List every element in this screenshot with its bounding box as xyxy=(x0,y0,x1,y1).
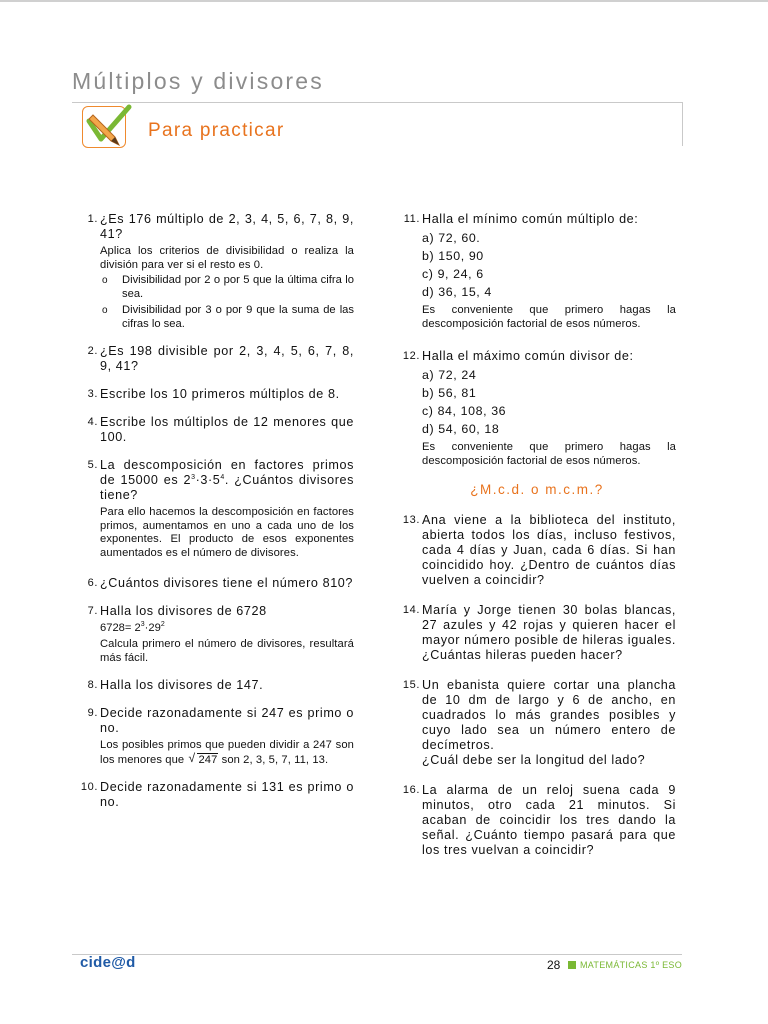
subject-label: MATEMÁTICAS 1º ESO xyxy=(580,960,683,970)
exercise-9 xyxy=(76,706,354,767)
exercise-text: Halla los divisores de 147. xyxy=(100,678,264,692)
exercise-15 xyxy=(398,678,676,768)
exercise-number: 6. xyxy=(87,577,98,589)
exercise-number: 4. xyxy=(87,416,98,428)
title-rule xyxy=(72,102,682,103)
exercise-text: ¿Cuántos divisores tiene el número 810? xyxy=(100,576,354,590)
exercise-8 xyxy=(76,678,354,693)
exercise-hint: Aplica los criterios de divisibilidad o realiza la división para ver si el resto es 0. xyxy=(100,245,354,271)
exercise-16 xyxy=(398,783,676,858)
option-item: c) 84, 108, 36 xyxy=(422,404,507,418)
circle-bullet-icon: o xyxy=(102,275,108,286)
option-list xyxy=(422,366,676,438)
exercise-number: 2. xyxy=(87,345,98,357)
exercise-text: Decide razonadamente si 247 es primo o no. xyxy=(100,706,354,735)
exercise-text: La alarma de un reloj suena cada 9 minutos, otro cada 21 minutos. Si acaban de coincidir los tres dando la señal. ¿Cuánto tiempo pasará para que los tres vuelvan a coincidir? xyxy=(422,783,676,857)
exercise-number: 9. xyxy=(87,707,98,719)
left-column xyxy=(76,212,354,823)
exercise-number: 16. xyxy=(402,784,420,796)
exercise-number: 1. xyxy=(87,213,98,225)
square-root: √ 247 xyxy=(197,753,218,766)
exercise-11 xyxy=(398,212,676,331)
option-item: d) 54, 60, 18 xyxy=(422,422,500,436)
option-item: c) 9, 24, 6 xyxy=(422,267,484,281)
pencil-check-icon xyxy=(82,106,126,148)
exercise-7 xyxy=(76,604,354,665)
factorization-formula: $6728= 2^3\cdot 29^2$ xyxy=(100,621,165,634)
option-item: a) 72, 24 xyxy=(422,368,477,382)
circle-bullet-icon: o xyxy=(102,305,108,316)
page-title: Múltiplos y divisores xyxy=(72,68,324,94)
exercise-number: 5. xyxy=(87,459,98,471)
exercise-text: Decide razonadamente si 131 es primo o no. xyxy=(100,780,354,809)
cidead-logo: cide@d xyxy=(80,954,136,971)
exercise-6 xyxy=(76,576,354,591)
exercise-text: Un ebanista quiere cortar una plancha de 10 dm de largo y 6 de ancho, en cuadrados lo más grandes posibles y cuyo lado sea un número entero de decímetros. xyxy=(422,678,676,752)
exercise-3 xyxy=(76,387,354,402)
hint-item: o Divisibilidad por 3 o por 9 que la suma de las cifras lo sea. xyxy=(102,304,354,330)
exercise-text: Halla el mínimo común múltiplo de: xyxy=(422,212,639,226)
exercise-14 xyxy=(398,603,676,663)
right-column xyxy=(398,212,676,871)
exercise-hint: Es conveniente que primero hagas la descomposición factorial de esos números. xyxy=(422,304,676,330)
exercise-10 xyxy=(76,780,354,810)
exercise-number: 13. xyxy=(402,514,420,526)
exercise-number: 14. xyxy=(402,604,420,616)
exercise-number: 15. xyxy=(402,679,420,691)
footer-rule xyxy=(72,954,682,955)
exercise-text: ¿Es 198 divisible por 2, 3, 4, 5, 6, 7, 8, 9, 41? xyxy=(100,344,354,373)
exercise-13 xyxy=(398,513,676,588)
exercise-text: María y Jorge tienen 30 bolas blancas, 27 azules y 42 rojas y quieren hacer el mayor número posible de hileras iguales. ¿Cuántas hileras pueden hacer? xyxy=(422,603,676,662)
exercise-text: Halla los divisores de 6728 xyxy=(100,604,267,618)
exercise-1 xyxy=(76,212,354,331)
option-list xyxy=(422,229,676,301)
page-number: 28 xyxy=(547,958,561,972)
option-item: a) 72, 60. xyxy=(422,231,481,245)
subsection-heading: ¿M.c.d. o m.c.m.? xyxy=(470,482,604,497)
exercise-hint: Los posibles primos que pueden dividir a 247 son los menores que √ 247 son 2, 3, 5, 7, 11, 13. xyxy=(100,739,354,767)
exercise-number: 12. xyxy=(402,350,420,362)
exercise-text: Escribe los 10 primeros múltiplos de 8. xyxy=(100,387,340,401)
exercise-4 xyxy=(76,415,354,445)
exercise-question: ¿Cuál debe ser la longitud del lado? xyxy=(422,753,646,767)
option-item: b) 56, 81 xyxy=(422,386,477,400)
exercise-5 xyxy=(76,458,354,560)
exercise-hint: Calcula primero el número de divisores, resultará más fácil. xyxy=(100,638,354,664)
exercise-hint: Para ello hacemos la descomposición en factores primos, aumentamos en uno a cada uno de los exponentes. El producto de esos exponentes aumentados es el número de divisores. xyxy=(100,506,354,559)
green-square-icon xyxy=(568,961,576,969)
exercise-number: 7. xyxy=(87,605,98,617)
title-rule-end xyxy=(682,102,683,146)
exercise-number: 8. xyxy=(87,679,98,691)
hint-item: o Divisibilidad por 2 o por 5 que la última cifra lo sea. xyxy=(102,274,354,300)
exercise-hint: Es conveniente que primero hagas la descomposición factorial de esos números. xyxy=(422,441,676,467)
top-rule xyxy=(0,0,768,2)
exercise-text: Halla el máximo común divisor de: xyxy=(422,349,634,363)
exercise-text: ¿Es 176 múltiplo de 2, 3, 4, 5, 6, 7, 8, 9, 41? xyxy=(100,212,354,241)
section-title: Para practicar xyxy=(148,120,285,141)
exercise-text: Escribe los múltiplos de 12 menores que 100. xyxy=(100,415,354,444)
exercise-number: 3. xyxy=(87,388,98,400)
exercise-12 xyxy=(398,349,676,468)
hint-list xyxy=(100,274,354,331)
option-item: d) 36, 15, 4 xyxy=(422,285,492,299)
exercise-number: 10. xyxy=(80,781,98,793)
exercise-text: Ana viene a la biblioteca del instituto, abierta todos los días, incluso festivos, cada 4 días y Juan, cada 6 días. Si han coincidido hoy. ¿Dentro de cuántos días vuelven a coincidir? xyxy=(422,513,676,587)
exercise-2 xyxy=(76,344,354,374)
exercise-text: La descomposición en factores primos de 15000 es $2^3\cdot 3\cdot 5^4$. ¿Cuántos divisores tiene? xyxy=(100,458,354,502)
exercise-number: 11. xyxy=(403,213,420,225)
option-item: b) 150, 90 xyxy=(422,249,484,263)
